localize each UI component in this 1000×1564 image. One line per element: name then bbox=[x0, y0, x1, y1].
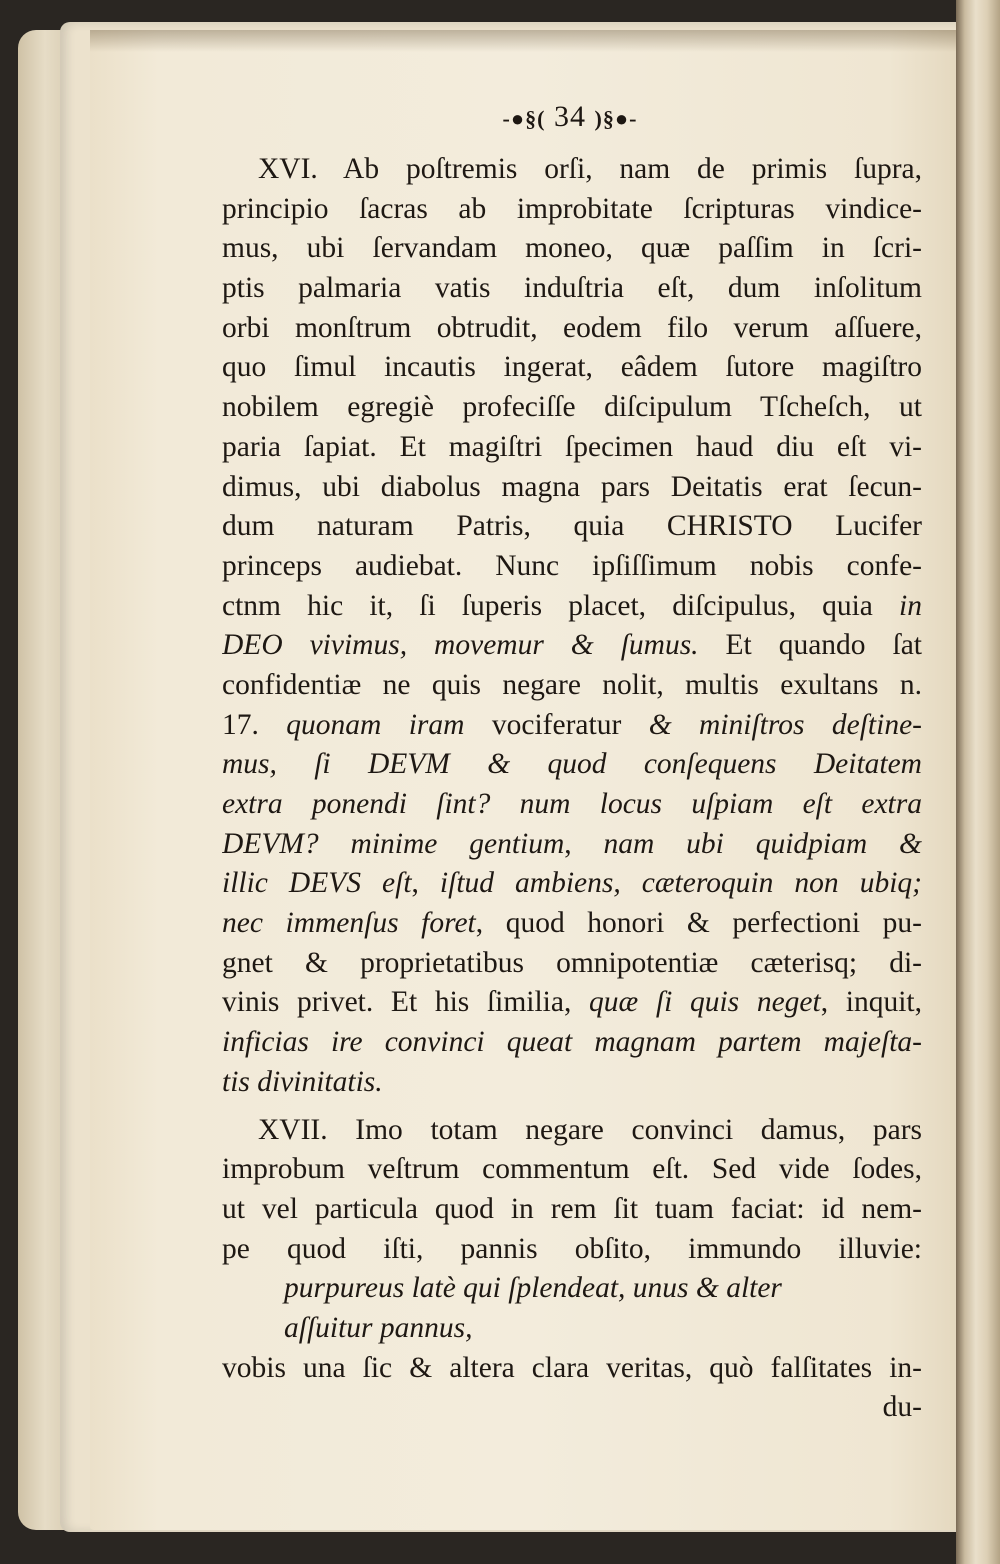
italic-text: tis divinitatis. bbox=[222, 1065, 383, 1098]
page-header bbox=[470, 100, 670, 140]
roman-text: orbi monſtrum obtrudit, eodem filo verum aſſuere, bbox=[222, 311, 922, 344]
text-line bbox=[222, 785, 922, 825]
text-line bbox=[222, 190, 922, 230]
roman-text: dum naturam Patris, quia CHRISTO Lucifer bbox=[222, 510, 922, 543]
text-line bbox=[222, 1111, 922, 1151]
roman-text: vobis una ſic & altera clara veritas, quò falſitates in- bbox=[222, 1351, 922, 1384]
italic-text: inficias ire convinci queat magnam partem majeſta- bbox=[222, 1026, 922, 1059]
text-line bbox=[222, 825, 922, 865]
verse-line bbox=[222, 1309, 922, 1349]
italic-text: nec immenſus foret bbox=[222, 907, 476, 940]
text-line bbox=[222, 983, 922, 1023]
roman-text: vociferatur bbox=[464, 708, 649, 741]
paragraph-gap bbox=[222, 1103, 922, 1111]
text-line bbox=[222, 348, 922, 388]
text-line bbox=[222, 1150, 922, 1190]
text-line bbox=[222, 745, 922, 785]
italic-text: DEO vivimus, movemur & ſumus. bbox=[222, 629, 699, 662]
roman-text: quo ſimul incautis ingerat, eâdem ſutore magiſtro bbox=[222, 351, 922, 384]
text-line bbox=[222, 1190, 922, 1230]
facing-page-edge bbox=[956, 0, 1000, 1564]
text-line bbox=[222, 468, 922, 508]
text-line bbox=[222, 150, 922, 190]
roman-text: ptis palmaria vatis induſtria eſt, dum inſolitum bbox=[222, 272, 922, 305]
roman-text: , inquit, bbox=[820, 986, 922, 1019]
text-line bbox=[222, 666, 922, 706]
roman-text: , bbox=[564, 827, 604, 860]
text-line bbox=[222, 864, 922, 904]
roman-text: princeps audiebat. Nunc ipſiſſimum nobis confe- bbox=[222, 549, 922, 582]
italic-text: DEVM? minime gentium bbox=[222, 827, 565, 860]
roman-text: ut vel particula quod in rem ſit tuam faciat: id nem- bbox=[222, 1192, 922, 1225]
text-line bbox=[222, 388, 922, 428]
text-line bbox=[222, 944, 922, 984]
roman-text: improbum veſtrum commentum eſt. Sed vide ſodes, bbox=[222, 1153, 922, 1186]
text-line bbox=[222, 904, 922, 944]
italic-text: mus, ſi DEVM & quod conſequens Deitatem bbox=[222, 748, 922, 781]
italic-text: quæ ſi quis neget bbox=[589, 986, 821, 1019]
text-line bbox=[222, 309, 922, 349]
roman-text: , quod honori & perfectioni pu- bbox=[475, 907, 922, 940]
text-line bbox=[222, 507, 922, 547]
italic-text: aſſuitur pannus, bbox=[284, 1311, 473, 1344]
italic-text: & miniſtros deſtine- bbox=[648, 708, 922, 741]
text-line bbox=[222, 1349, 922, 1389]
text-line bbox=[222, 706, 922, 746]
roman-text: nobilem egregiè profeciſſe diſcipulum Tſcheſch, ut bbox=[222, 391, 922, 424]
italic-text: extra ponendi ſint? num locus uſpiam eſt extra bbox=[222, 788, 922, 820]
header-ornament-right: )§●- bbox=[594, 106, 638, 131]
roman-text: principio ſacras ab improbitate ſcripturas vindice- bbox=[222, 192, 922, 225]
roman-text: vinis privet. Et his ſimilia, bbox=[222, 986, 590, 1019]
page-number: 34 bbox=[554, 100, 586, 133]
roman-text: XVI. Ab poſtremis orſi, nam de primis ſupra, bbox=[258, 153, 922, 185]
italic-text: iſtud ambiens, cæteroquin non ubiq; bbox=[439, 867, 922, 900]
verse-line bbox=[222, 1269, 922, 1309]
catchword: du- bbox=[882, 1391, 922, 1424]
text-line bbox=[222, 1063, 922, 1103]
header-ornament-left: -●§( bbox=[502, 106, 546, 131]
roman-text: pe quod iſti, pannis obſito, immundo illuvie: bbox=[222, 1232, 922, 1265]
roman-text: dimus, ubi diabolus magna pars Deitatis erat ſecun- bbox=[222, 470, 922, 503]
text-line bbox=[222, 428, 922, 468]
page-top-shadow bbox=[90, 30, 958, 52]
body-text bbox=[222, 150, 922, 1428]
roman-text: gnet & proprietatibus omnipotentiæ cæterisq; di- bbox=[222, 946, 922, 979]
italic-text: quonam iram bbox=[286, 708, 465, 741]
roman-text: 17. bbox=[222, 708, 287, 741]
text-line bbox=[222, 1230, 922, 1270]
roman-text: XVII. Imo totam negare convinci damus, pars bbox=[258, 1113, 922, 1146]
italic-text: in bbox=[899, 589, 922, 622]
text-line bbox=[222, 269, 922, 309]
roman-text: ctnm hic it, ſi ſuperis placet, diſcipulus, quia bbox=[222, 589, 900, 622]
text-line bbox=[222, 229, 922, 269]
text-line bbox=[222, 587, 922, 627]
roman-text: confidentiæ ne quis negare nolit, multis exultans n. bbox=[222, 668, 922, 701]
roman-text: , bbox=[411, 867, 440, 900]
text-line bbox=[222, 1023, 922, 1063]
italic-text: purpureus latè qui ſplendeat, unus & alter bbox=[284, 1272, 782, 1305]
text-line bbox=[222, 547, 922, 587]
roman-text: mus, ubi ſervandam moneo, quæ paſſim in ſcri- bbox=[222, 232, 922, 265]
italic-text: nam ubi quidpiam & bbox=[603, 827, 922, 860]
text-line bbox=[222, 626, 922, 666]
roman-text: paria ſapiat. Et magiſtri ſpecimen haud diu eſt vi- bbox=[222, 430, 922, 463]
italic-text: illic DEVS eſt bbox=[222, 867, 412, 900]
roman-text: Et quando ſat bbox=[698, 629, 922, 662]
